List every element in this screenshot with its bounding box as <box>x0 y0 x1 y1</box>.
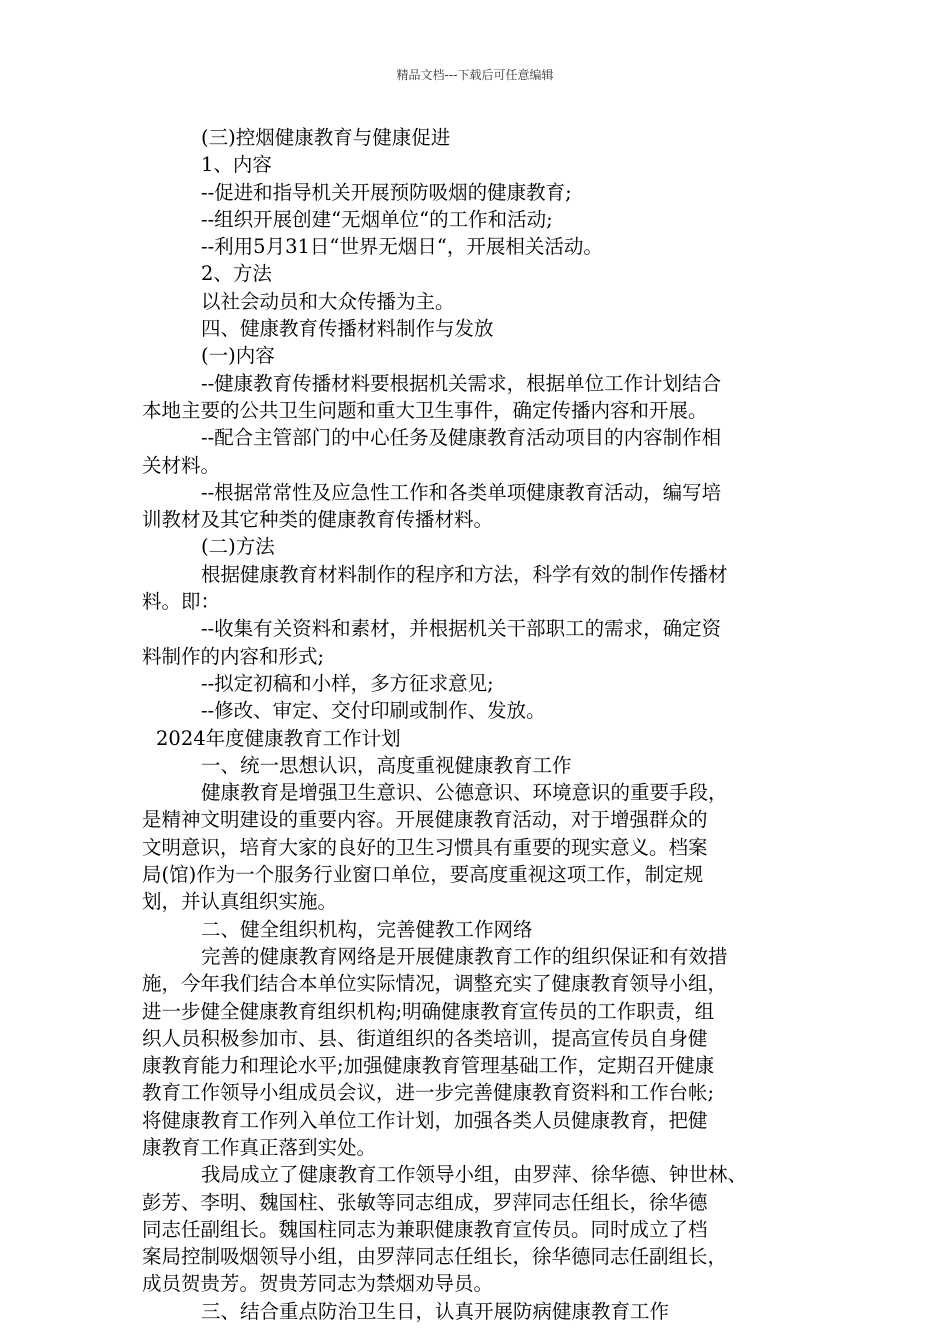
text-line: 2、方法 <box>201 262 272 286</box>
text-line: 彭芳、李明、魏国柱、张敏等同志组成，罗萍同志任组长，徐华德 <box>142 1190 708 1214</box>
text-line: 织人员积极参加市、县、街道组织的各类培训，提高宣传员自身健 <box>142 1026 708 1050</box>
text-line: 我局成立了健康教育工作领导小组，由罗萍、徐华德、钟世林、 <box>201 1163 748 1187</box>
text-line: 施，今年我们结合本单位实际情况，调整充实了健康教育领导小组， <box>142 972 728 996</box>
text-line: 关材料。 <box>142 453 221 477</box>
text-line: 健康教育是增强卫生意识、公德意识、环境意识的重要手段， <box>201 781 728 805</box>
text-line: 同志任副组长。魏国柱同志为兼职健康教育宣传员。同时成立了档 <box>142 1217 708 1241</box>
text-line: --促进和指导机关开展预防吸烟的健康教育; <box>201 180 572 204</box>
text-line: 一、统一思想认识，高度重视健康教育工作 <box>201 753 572 777</box>
text-line: 以社会动员和大众传播为主。 <box>201 289 455 313</box>
text-line: 四、健康教育传播材料制作与发放 <box>201 317 494 341</box>
text-line: 根据健康教育材料制作的程序和方法，科学有效的制作传播材 <box>201 562 728 586</box>
text-line: 本地主要的公共卫生问题和重大卫生事件，确定传播内容和开展。 <box>142 398 708 422</box>
page-header: 精品文档---下载后可任意编辑 <box>396 68 554 82</box>
text-line: 将健康教育工作列入单位工作计划，加强各类人员健康教育，把健 <box>142 1108 708 1132</box>
text-line: (三)控烟健康教育与健康促进 <box>201 126 451 149</box>
text-line: 划，并认真组织实施。 <box>142 890 338 914</box>
text-line: --根据常常性及应急性工作和各类单项健康教育活动，编写培 <box>201 480 722 504</box>
text-line: 成员贺贵芳。贺贵芳同志为禁烟劝导员。 <box>142 1272 494 1296</box>
text-line: --配合主管部门的中心任务及健康教育活动项目的内容制作相 <box>201 426 722 450</box>
text-line: 文明意识，培育大家的良好的卫生习惯具有重要的现实意义。档案 <box>142 835 708 859</box>
document-body <box>142 124 810 1325</box>
text-line: (一)内容 <box>201 344 275 368</box>
text-line: 康教育能力和理论水平;加强健康教育管理基础工作，定期召开健康 <box>142 1054 715 1078</box>
text-line: --健康教育传播材料要根据机关需求，根据单位工作计划结合 <box>201 371 722 395</box>
text-line: --利用5月31日“世界无烟日“，开展相关活动。 <box>201 235 603 259</box>
text-line: (二)方法 <box>201 535 275 559</box>
text-line: 料。即： <box>142 590 221 614</box>
text-line: 三、结合重点防治卫生日，认真开展防病健康教育工作 <box>201 1299 670 1323</box>
text-line: 康教育工作真正落到实处。 <box>142 1135 377 1159</box>
text-line: 教育工作领导小组成员会议，进一步完善健康教育资料和工作台帐; <box>142 1081 715 1105</box>
text-line: --修改、审定、交付印刷或制作、发放。 <box>201 699 546 723</box>
text-line: 二、健全组织机构，完善健教工作网络 <box>201 917 533 941</box>
text-line: 是精神文明建设的重要内容。开展健康教育活动，对于增强群众的 <box>142 808 708 832</box>
text-line: --收集有关资料和素材，并根据机关干部职工的需求，确定资 <box>201 617 722 641</box>
text-line: 训教材及其它种类的健康教育传播材料。 <box>142 508 494 532</box>
text-line: 完善的健康教育网络是开展健康教育工作的组织保证和有效措 <box>201 944 728 968</box>
text-line: 1、内容 <box>201 153 272 177</box>
text-line: 料制作的内容和形式; <box>142 644 325 668</box>
text-line: --拟定初稿和小样，多方征求意见; <box>201 671 494 695</box>
text-line: 局(馆)作为一个服务行业窗口单位，要高度重视这项工作，制定规 <box>142 863 704 887</box>
text-line: 案局控制吸烟领导小组，由罗萍同志任组长，徐华德同志任副组长， <box>142 1245 728 1269</box>
text-line: 2024年度健康教育工作计划 <box>156 726 401 750</box>
text-line: 进一步健全健康教育组织机构;明确健康教育宣传员的工作职责，组 <box>142 999 715 1023</box>
text-line: --组织开展创建“无烟单位“的工作和活动; <box>201 207 553 231</box>
